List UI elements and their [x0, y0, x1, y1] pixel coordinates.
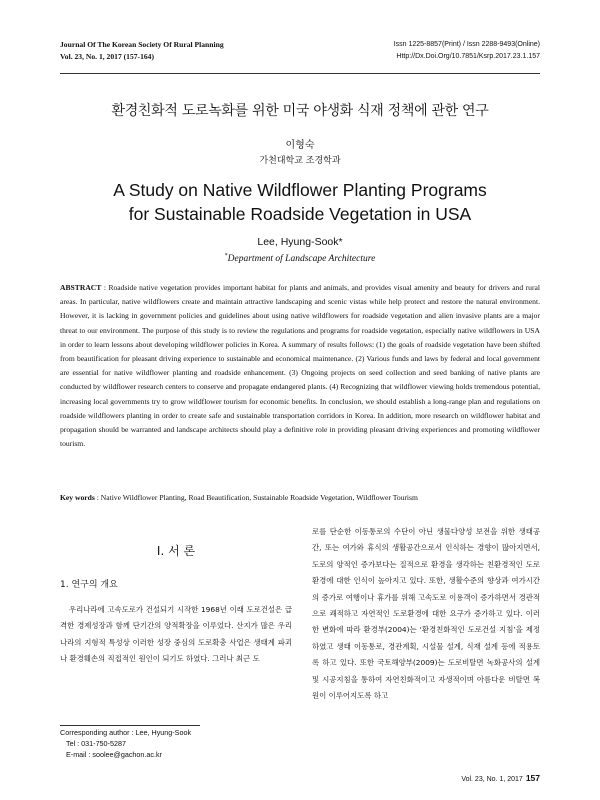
corresponding-author: Corresponding author : Lee, Hyung-Sook: [60, 728, 192, 737]
abstract-separator: :: [101, 283, 109, 292]
abstract: [60, 281, 540, 451]
journal-volume: Vol. 23, No. 1, 2017 (157-164): [60, 52, 155, 61]
affiliation-korean: 가천대학교 조경학과: [259, 156, 341, 166]
page-number: 157: [525, 773, 540, 783]
footnote: [60, 727, 191, 760]
intro-paragraph-left: 우리나라에 고속도로가 건설되기 시작한 1968년 이래 도로건설은 급격한 경제성장과 함께 단기간의 양적확장을 이루었다. 산지가 많은 우리나라의 지형적 특성상 이러한 성장 중심의 도로확충 사업은 생태계 파괴나 환경훼손의 직접적인 원인이 되기도 하였다. 그러나 최근 도: [60, 605, 292, 664]
author-tel: Tel : 031-750-5287: [66, 739, 126, 748]
intro-paragraph-right: 로를 단순한 이동통로의 수단이 아닌 생물다양성 보전을 위한 생태공간, 또는 여가와 휴식의 생활공간으로서 인식하는 경향이 많아지면서, 도로의 양적인 증가보다는 질적으로 환경을 생각하는 친환경적인 도로환경에 대한 인식이 높아지고 있다. 또한, 생활수준의 향상과 여가시간의 증가로 여행이나 휴가를 위해 고속도로 이용객이 증가하면서 경관적으로 쾌적하고 자연적인 도로환경에 대한 요구가 증가하고 있다. 이러한 변화에 따라 환경부(2004)는 ‘환경친화적인 도로건설 지침’을 제정하였고 생태 이동통로, 경관계획, 시설물 설계, 식재 설계 등에 적용토록 하고 있다. 또한 국토해양부(2009)는 도로비탈면 녹화공사의 설계 및 시공지침을 통하여 자연친화적이고 자생적이며 아름다운 비탈면 복원이 이루어지도록 하고: [312, 527, 540, 701]
affiliation-mark: *: [224, 253, 228, 259]
journal-header: [60, 39, 224, 63]
issn-text: Issn 1225-8857(Print) / Issn 2288-9493(Online): [393, 41, 540, 48]
author-name-english: Lee, Hyung-Sook*: [257, 236, 343, 248]
author-email[interactable]: E-mail : soolee@gachon.ac.kr: [66, 750, 162, 759]
affiliation-english: [60, 253, 540, 264]
paper-title-korean: 환경친화적 도로녹화를 위한 미국 야생화 식재 정책에 관한 연구: [111, 103, 489, 119]
header-divider: [60, 73, 540, 74]
paper-title-english: [60, 178, 540, 226]
keywords-label: Key words: [60, 493, 95, 502]
footnote-divider: [60, 725, 200, 726]
affiliation-text: Department of Landscape Architecture: [227, 254, 376, 265]
keywords-separator: :: [94, 493, 101, 502]
title-line-2: for Sustainable Roadside Vegetation in USA: [128, 204, 472, 224]
subsection-heading: 1. 연구의 개요: [60, 580, 118, 590]
left-column: [60, 530, 292, 668]
keywords-list: Native Wildflower Planting, Road Beautification, Sustainable Roadside Vegetation, Wildflower Tourism: [100, 493, 418, 502]
section-heading: Ⅰ. 서 론: [156, 544, 196, 558]
issn-header: [394, 39, 540, 63]
doi-link[interactable]: Http://Dx.Doi.Org/10.7851/Ksrp.2017.23.1.157: [396, 53, 540, 60]
abstract-label: ABSTRACT: [60, 283, 102, 292]
footer-issue: Vol. 23, No. 1, 2017: [461, 776, 523, 783]
page-footer: [461, 773, 540, 783]
author-name-korean: 이형숙: [285, 140, 315, 151]
keywords: [60, 492, 540, 504]
title-line-1: A Study on Native Wildflower Planting Programs: [113, 180, 487, 200]
right-column: [312, 524, 540, 704]
journal-name: Journal Of The Korean Society Of Rural Planning: [60, 40, 224, 49]
abstract-body: Roadside native vegetation provides important habitat for plants and animals, and provides visual amenity and beauty for drivers and rural areas. In particular, native wildflowers create and maintain attractive landscaping and scenic vistas while help protect and restore the natural environment. However, it is lacking in government policies and guidelines about using native wildflowers for roadside vegetation and alien invasive plants are a major threat to our environment. The purpose of this study is to review the regulations and programs for roadside vegetation, especially native wildflowers in USA in order to learn lessons about developing wildflower policies in Korea. A summary of results follows: (1) the goals of roadside vegetation have been shifted from beautification for pleasant driving experience to sustainable and economical maintenance. (2) Various funds and laws by federal and local government are essential for native wildflower planting and roadside enhancement. (3) Ongoing projects on seed collection and seed banking of native plants are conducted by wildflower research centers to conserve and propagate endangered plants. (4) Recognizing that wildflower viewing holds tremendous potential, increasing local governments try to grow wildflower tourism for economic benefits. In conclusion, we should establish a long-range plan and regulations on roadside wildflowers planting in order to create safe and sustainable transportation corridors in Korea. In addition, more research on wildflower habitat and propagation should be warranted and landscape architects should play a definitive role in providing pleasant driving experiences and promoting wildflower tourism.: [60, 283, 540, 449]
